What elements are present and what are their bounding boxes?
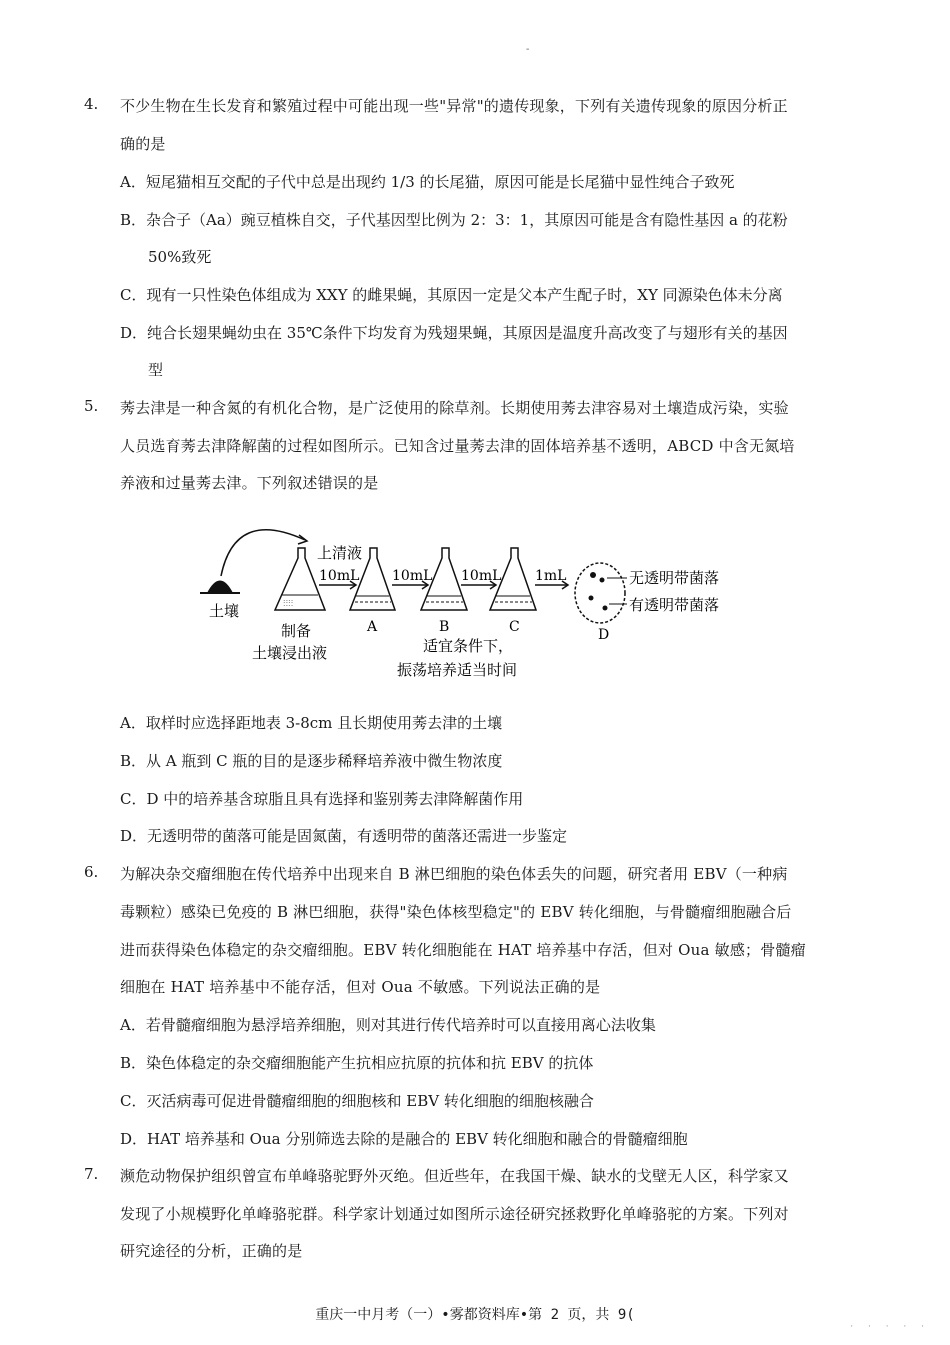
- question-6-stem-line-3: 进而获得染色体稳定的杂交瘤细胞。EBV 转化细胞能在 HAT 培养基中存活，但对 Oua 敏感；骨髓瘤: [120, 941, 806, 959]
- colony-none-label: 无透明带菌落: [629, 569, 720, 587]
- volume-label-2: 10mL: [392, 568, 433, 584]
- volume-label-4: 1mL: [535, 568, 567, 584]
- question-6-stem-line-4: 细胞在 HAT 培养基中不能存活，但对 Oua 不敏感。下列说法正确的是: [120, 978, 601, 996]
- question-6-option-d: D．HAT 培养基和 Oua 分别筛选去除的是融合的 EBV 转化细胞和融合的骨髓瘤细胞: [120, 1130, 688, 1148]
- question-4-option-d-line-2: 型: [148, 361, 164, 379]
- question-6-option-c: C．灭活病毒可促进骨髓瘤细胞的细胞核和 EBV 转化细胞的细胞核融合: [120, 1092, 594, 1110]
- supernatant-label: 上清液: [317, 544, 363, 562]
- question-5-number: 5.: [84, 397, 99, 415]
- culture-process-diagram: [195, 518, 755, 698]
- volume-label-1: 10mL: [319, 568, 360, 584]
- question-7-number: 7.: [84, 1165, 99, 1183]
- question-4-option-b-line-2: 50%致死: [148, 248, 212, 266]
- question-6-stem-line-1: 为解决杂交瘤细胞在传代培养中出现来自 B 淋巴细胞的染色体丢失的问题，研究者用 EBV（一种病: [120, 865, 788, 883]
- condition-label-line-1: 适宜条件下，: [423, 637, 514, 655]
- soil-label: 土壤: [209, 602, 240, 620]
- colony-with-label: 有透明带菌落: [629, 596, 720, 614]
- question-4-option-c: C．现有一只性染色体组成为 XXY 的雌果蝇，其原因一定是父本产生配子时，XY 同源染色体未分离: [120, 286, 783, 304]
- prep-label-line-1: 制备: [281, 622, 312, 640]
- question-4-stem-line-2: 确的是: [120, 135, 166, 153]
- page-footer: 重庆一中月考（一）•雾都资料库•第 2 页，共 9(: [315, 1307, 635, 1323]
- volume-label-3: 10mL: [461, 568, 502, 584]
- flask-b-label: B: [439, 619, 450, 635]
- question-7-stem-line-2: 发现了小规模野化单峰骆驼群。科学家计划通过如图所示途径研究拯救野化单峰骆驼的方案。下列对: [120, 1205, 789, 1223]
- question-4-stem-line-1: 不少生物在生长发育和繁殖过程中可能出现一些"异常"的遗传现象，下列有关遗传现象的原因分析正: [120, 97, 788, 115]
- flask-a-label: A: [367, 619, 378, 635]
- question-6-number: 6.: [84, 863, 99, 881]
- question-4-option-d-line-1: D．纯合长翅果蝇幼虫在 35℃条件下均发育为残翅果蝇，其原因是温度升高改变了与翅形有关的基因: [120, 324, 788, 342]
- scan-specks: · · · · ·: [850, 1322, 930, 1332]
- question-4-option-a: A．短尾猫相互交配的子代中总是出现约 1/3 的长尾猫，原因可能是长尾猫中显性纯合子致死: [120, 173, 735, 191]
- question-6-option-b: B．染色体稳定的杂交瘤细胞能产生抗相应抗原的抗体和抗 EBV 的抗体: [120, 1054, 594, 1072]
- question-4-number: 4.: [84, 95, 99, 113]
- question-6-option-a: A．若骨髓瘤细胞为悬浮培养细胞，则对其进行传代培养时可以直接用离心法收集: [120, 1016, 656, 1034]
- question-4-option-b-line-1: B．杂合子（Aa）豌豆植株自交，子代基因型比例为 2：3：1，其原因可能是含有隐性基因 a 的花粉: [120, 211, 788, 229]
- condition-label-line-2: 振荡培养适当时间: [397, 661, 518, 679]
- top-mark: -: [526, 44, 530, 55]
- question-7-stem-line-3: 研究途径的分析，正确的是: [120, 1242, 303, 1260]
- question-5-stem-line-1: 莠去津是一种含氮的有机化合物，是广泛使用的除草剂。长期使用莠去津容易对土壤造成污染，实验: [120, 399, 789, 417]
- petri-dish-d-icon: [575, 563, 625, 623]
- flask-c-label: C: [509, 619, 520, 635]
- question-5-stem-line-2: 人员选育莠去津降解菌的过程如图所示。已知含过量莠去津的固体培养基不透明，ABCD 中含无氮培: [120, 437, 795, 455]
- question-5-stem-line-3: 养液和过量莠去津。下列叙述错误的是: [120, 474, 379, 492]
- prep-label-line-2: 土壤浸出液: [252, 644, 328, 662]
- question-5-option-b: B．从 A 瓶到 C 瓶的目的是逐步稀释培养液中微生物浓度: [120, 752, 503, 770]
- soil-mound-icon: [207, 581, 233, 594]
- question-7-stem-line-1: 濒危动物保护组织曾宣布单峰骆驼野外灭绝。但近些年，在我国干燥、缺水的戈壁无人区，科学家又: [120, 1167, 789, 1185]
- question-5-option-a: A．取样时应选择距地表 3-8cm 且长期使用莠去津的土壤: [120, 714, 503, 732]
- question-5-option-c: C．D 中的培养基含琼脂且具有选择和鉴别莠去津降解菌作用: [120, 790, 524, 808]
- question-6-stem-line-2: 毒颗粒）感染已免疫的 B 淋巴细胞，获得"染色体核型稳定"的 EBV 转化细胞，与骨髓瘤细胞融合后: [120, 903, 792, 921]
- svg-text:ⵗⵗⵗⵗ: ⵗⵗⵗⵗ: [283, 599, 294, 608]
- question-5-option-d: D．无透明带的菌落可能是固氮菌，有透明带的菌落还需进一步鉴定: [120, 827, 568, 845]
- dish-d-label: D: [598, 627, 610, 643]
